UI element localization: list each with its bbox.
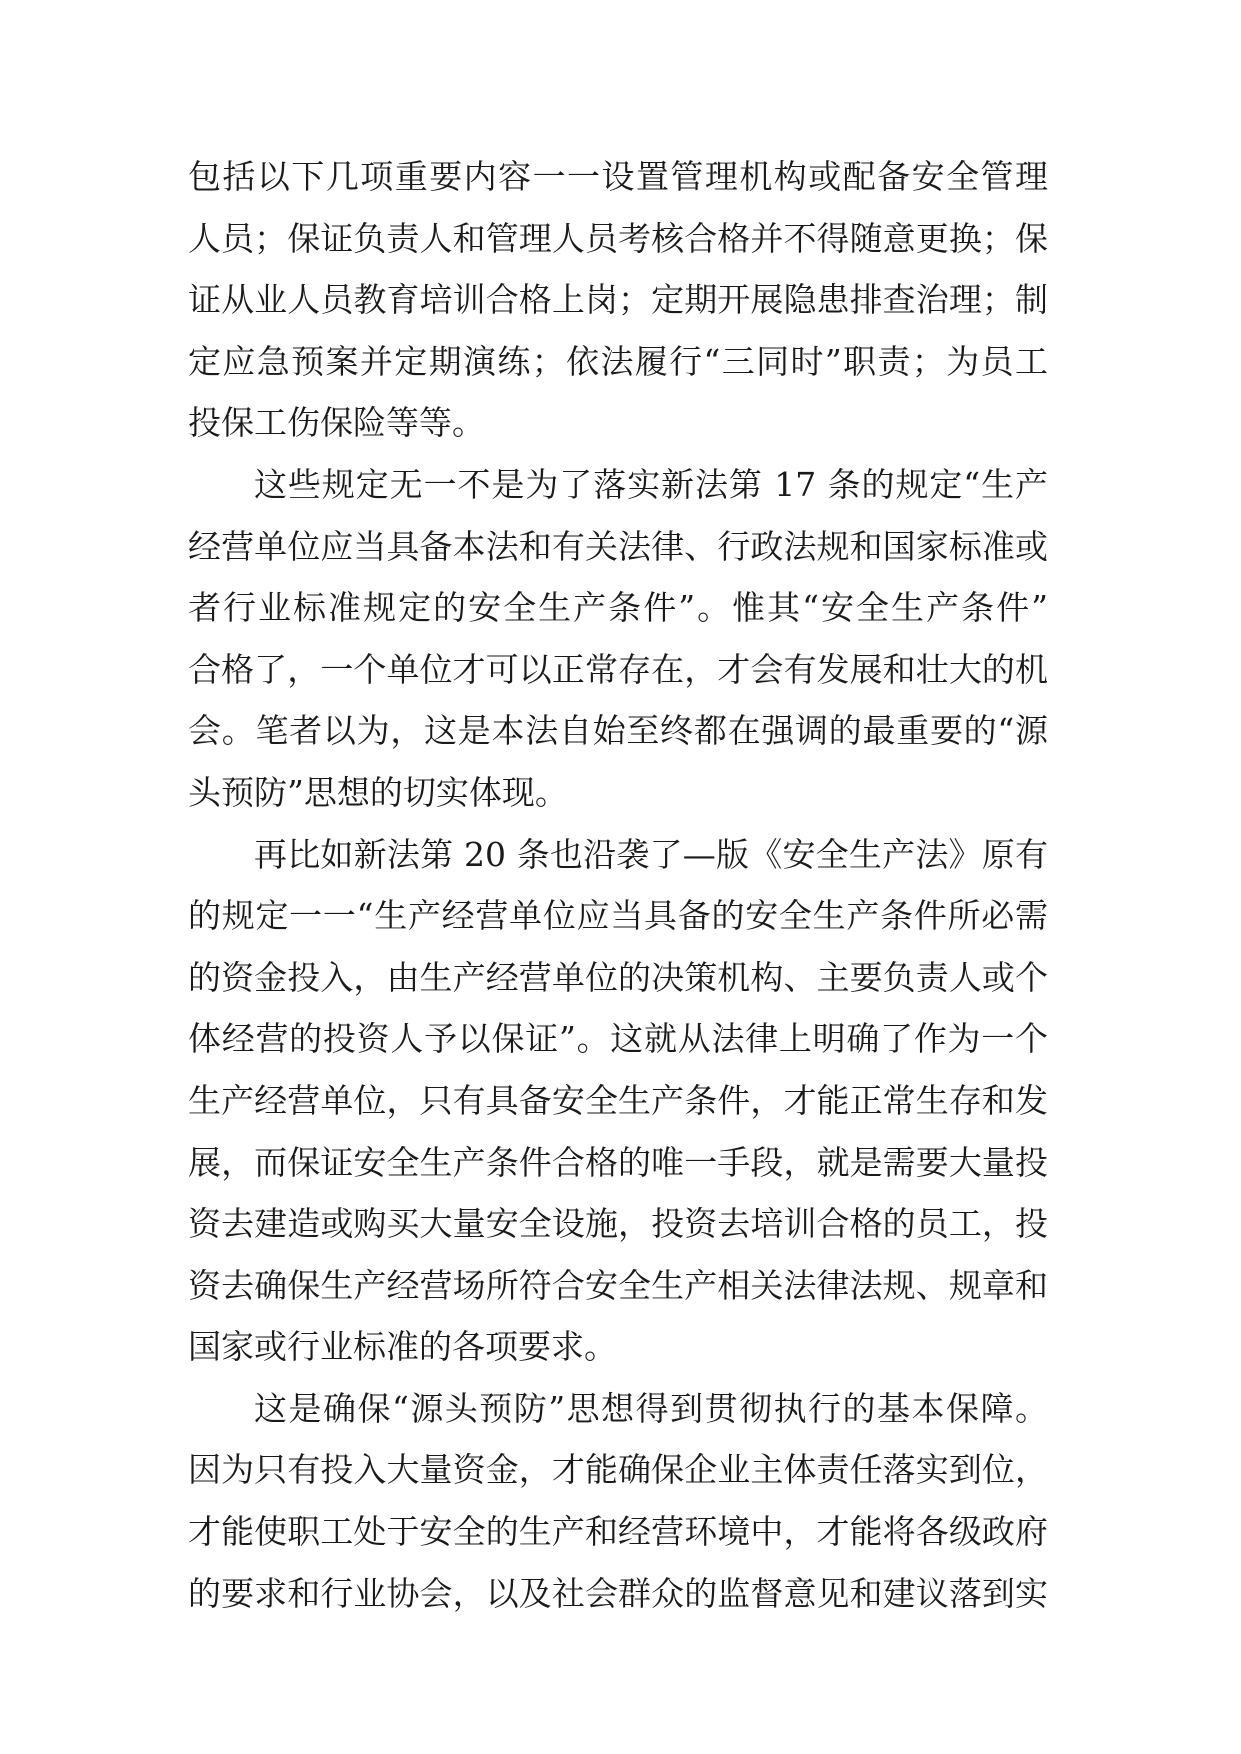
- text-line: 投保工伤保险等等。: [188, 403, 485, 443]
- text-line: 的规定一一“生产经营单位应当具备的安全生产条件所必需: [188, 896, 1048, 936]
- text-line: 资去确保生产经营场所符合安全生产相关法律法规、规章和: [188, 1265, 1048, 1305]
- text-line: 这些规定无一不是为了落实新法第 17 条的规定“生产: [254, 464, 1048, 504]
- text-line: 包括以下几项重要内容一一设置管理机构或配备安全管理: [188, 157, 1048, 196]
- text-line: 生产经营单位，只有具备安全生产条件，才能正常生存和发: [188, 1080, 1048, 1120]
- text-line: 经营单位应当具备本法和有关法律、行政法规和国家标准或: [188, 526, 1048, 566]
- text-line: 证从业人员教育培训合格上岗；定期开展隐患排查治理；制: [188, 280, 1048, 320]
- text-line: 合格了，一个单位才可以正常存在，才会有发展和壮大的机: [188, 649, 1048, 689]
- text-line: 定应急预案并定期演练；依法履行“三同时”职责；为员工: [188, 341, 1048, 381]
- text-line: 的要求和行业协会，以及社会群众的监督意见和建议落到实: [188, 1573, 1048, 1613]
- text-line: 这是确保“源头预防”思想得到贯彻执行的基本保障。: [254, 1388, 1048, 1428]
- text-line: 体经营的投资人予以保证”。这就从法律上明确了作为一个: [188, 1019, 1048, 1059]
- text-line: 资去建造或购买大量安全设施，投资去培训合格的员工，投: [188, 1204, 1048, 1244]
- text-line: 再比如新法第 20 条也沿袭了—版《安全生产法》原有: [254, 834, 1048, 874]
- text-line: 人员；保证负责人和管理人员考核合格并不得随意更换；保: [188, 218, 1048, 258]
- text-line: 才能使职工处于安全的生产和经营环境中，才能将各级政府: [188, 1512, 1048, 1552]
- text-line: 者行业标准规定的安全生产条件”。惟其“安全生产条件”: [188, 588, 1048, 628]
- text-line: 展，而保证安全生产条件合格的唯一手段，就是需要大量投: [188, 1142, 1048, 1182]
- text-line: 会。笔者以为，这是本法自始至终都在强调的最重要的“源: [188, 711, 1048, 751]
- text-line: 的资金投入，由生产经营单位的决策机构、主要负责人或个: [188, 957, 1048, 997]
- text-line: 因为只有投入大量资金，才能确保企业主体责任落实到位，: [188, 1450, 1048, 1490]
- text-line: 国家或行业标准的各项要求。: [188, 1327, 617, 1367]
- body-text: [188, 157, 1048, 1635]
- text-line: 头预防”思想的切实体现。: [188, 772, 568, 812]
